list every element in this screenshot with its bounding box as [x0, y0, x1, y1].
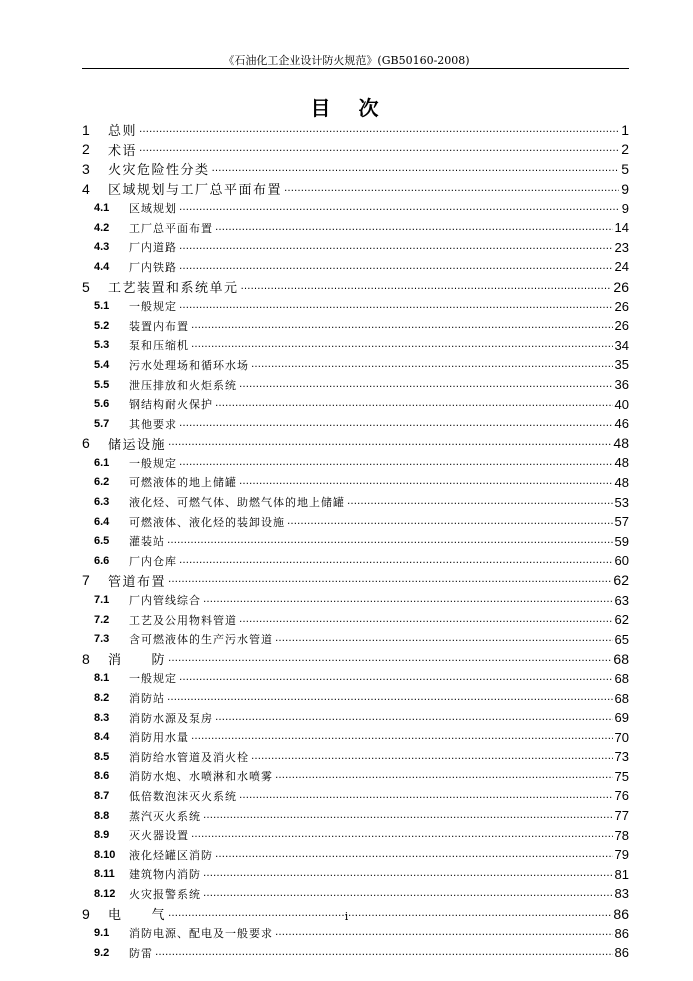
toc-section-entry[interactable] — [82, 473, 629, 493]
toc-leader-dots — [167, 534, 613, 548]
toc-section-entry[interactable] — [82, 198, 629, 218]
toc-chapter-entry[interactable] — [82, 571, 629, 591]
toc-leader-dots — [179, 671, 613, 685]
toc-entry-page: 83 — [614, 886, 629, 902]
toc-leader-dots — [239, 475, 613, 489]
toc-entry-number: 6.5 — [94, 535, 110, 548]
toc-entry-page: 79 — [614, 847, 629, 863]
toc-section-entry[interactable] — [82, 708, 629, 728]
toc-leader-dots — [179, 299, 613, 313]
header-rule — [82, 68, 629, 69]
toc-section-entry[interactable] — [82, 375, 629, 395]
toc-section-entry[interactable] — [82, 629, 629, 649]
toc-entry-title: 消防站 — [129, 692, 165, 706]
toc-entry-title: 液化烃、可燃气体、助燃气体的地上储罐 — [129, 496, 345, 510]
toc-entry-number: 9.1 — [94, 927, 110, 940]
toc-entry-number: 8.7 — [94, 789, 110, 802]
toc-entry-title: 消防电源、配电及一般要求 — [129, 927, 273, 941]
toc-entry-page: 81 — [614, 866, 629, 882]
toc-entry-page: 1 — [621, 121, 629, 138]
toc-entry-number: 8.10 — [94, 848, 116, 861]
toc-entry-number: 5.5 — [94, 378, 110, 391]
toc-entry-title: 其他要求 — [129, 417, 177, 431]
toc-entry-title: 污水处理场和循环水场 — [129, 358, 249, 372]
toc-section-entry[interactable] — [82, 238, 629, 258]
toc-entry-number: 4 — [82, 180, 90, 197]
toc-leader-dots — [215, 221, 613, 235]
toc-entry-page: 26 — [614, 298, 629, 314]
toc-leader-dots — [275, 632, 613, 646]
toc-entry-page: 40 — [614, 396, 629, 412]
toc-entry-title: 灌装站 — [129, 535, 165, 549]
toc-entry-page: 62 — [613, 572, 629, 589]
toc-section-entry[interactable] — [82, 865, 629, 885]
toc-entry-page: 35 — [614, 357, 629, 373]
toc-entry-number: 5.3 — [94, 339, 110, 352]
toc-entry-page: 77 — [614, 808, 629, 824]
toc-leader-dots — [155, 946, 613, 960]
toc-entry-page: 53 — [614, 494, 629, 510]
toc-entry-number: 4.3 — [94, 241, 110, 254]
toc-chapter-entry[interactable] — [82, 649, 629, 669]
toc-entry-page: 69 — [614, 710, 629, 726]
toc-entry-page: 48 — [614, 474, 629, 490]
toc-section-entry[interactable] — [82, 394, 629, 414]
toc-leader-dots — [239, 378, 613, 392]
toc-leader-dots — [203, 593, 613, 607]
toc-entry-page: 26 — [614, 318, 629, 334]
toc-entry-title: 消防给水管道及消火栓 — [129, 750, 249, 764]
toc-entry-number: 8.4 — [94, 731, 110, 744]
toc-entry-title: 泵和压缩机 — [129, 339, 189, 353]
toc-leader-dots — [284, 182, 619, 196]
toc-leader-dots — [287, 515, 613, 529]
toc-entry-title: 区域规划 — [129, 202, 177, 216]
toc-entry-page: 48 — [614, 455, 629, 471]
toc-entry-number: 8.3 — [94, 711, 110, 724]
toc-entry-page: 26 — [613, 278, 629, 295]
toc-leader-dots — [251, 358, 613, 372]
toc-leader-dots — [179, 240, 613, 254]
toc-leader-dots — [239, 613, 613, 627]
toc-entry-title: 工厂总平面布置 — [129, 221, 213, 235]
toc-entry-title: 火灾报警系统 — [129, 887, 201, 901]
toc-leader-dots — [179, 456, 613, 470]
toc-leader-dots — [179, 554, 613, 568]
toc-section-entry[interactable] — [82, 453, 629, 473]
toc-entry-number: 1 — [82, 121, 90, 138]
table-of-contents — [82, 120, 629, 963]
toc-entry-page: 9 — [621, 180, 629, 197]
toc-entry-page: 23 — [614, 239, 629, 255]
toc-entry-title: 蒸汽灭火系统 — [129, 809, 201, 823]
toc-leader-dots — [167, 691, 613, 705]
toc-section-entry[interactable] — [82, 923, 629, 943]
toc-entry-title: 液化烃罐区消防 — [129, 848, 213, 862]
toc-entry-number: 9.2 — [94, 946, 110, 959]
toc-section-entry[interactable] — [82, 767, 629, 787]
toc-leader-dots — [139, 142, 619, 156]
toc-leader-dots — [203, 867, 613, 881]
toc-entry-title: 消防水炮、水喷淋和水喷雾 — [129, 770, 273, 784]
toc-entry-title: 低倍数泡沫灭火系统 — [129, 789, 237, 803]
toc-section-entry[interactable] — [82, 590, 629, 610]
toc-section-entry[interactable] — [82, 492, 629, 512]
toc-entry-title: 一般规定 — [129, 672, 177, 686]
toc-entry-page: 36 — [614, 377, 629, 393]
toc-section-entry[interactable] — [82, 669, 629, 689]
toc-entry-title: 工艺装置和系统单元 — [108, 281, 239, 297]
toc-entry-number: 6.3 — [94, 496, 110, 509]
toc-section-entry[interactable] — [82, 218, 629, 238]
toc-entry-title: 可燃液体的地上储罐 — [129, 476, 237, 490]
toc-leader-dots — [191, 338, 613, 352]
toc-entry-title: 火灾危险性分类 — [108, 163, 210, 179]
toc-entry-title: 装置内布置 — [129, 319, 189, 333]
toc-entry-title: 厂内道路 — [129, 241, 177, 255]
toc-entry-number: 6.1 — [94, 456, 110, 469]
toc-section-entry[interactable] — [82, 296, 629, 316]
toc-entry-title: 可燃液体、液化烃的装卸设施 — [129, 515, 285, 529]
toc-entry-page: 86 — [614, 925, 629, 941]
toc-entry-number: 6.4 — [94, 515, 110, 528]
toc-leader-dots — [191, 319, 613, 333]
toc-entry-title: 防雷 — [129, 946, 153, 960]
toc-entry-number: 4.1 — [94, 202, 110, 215]
toc-entry-number: 5.4 — [94, 358, 110, 371]
toc-chapter-entry[interactable] — [82, 434, 629, 454]
toc-entry-number: 5.6 — [94, 398, 110, 411]
toc-section-entry[interactable] — [82, 512, 629, 532]
toc-entry-title: 储运设施 — [108, 437, 167, 453]
toc-leader-dots — [203, 809, 613, 823]
toc-section-entry[interactable] — [82, 531, 629, 551]
toc-entry-title: 建筑物内消防 — [129, 868, 201, 882]
page-title: 目 次 — [310, 96, 383, 120]
toc-entry-title: 管道布置 — [108, 574, 167, 590]
toc-entry-page: 46 — [614, 416, 629, 432]
toc-leader-dots — [203, 887, 613, 901]
toc-entry-title: 厂内铁路 — [129, 260, 177, 274]
toc-entry-page: 24 — [614, 259, 629, 275]
toc-entry-number: 8.2 — [94, 692, 110, 705]
toc-entry-page: 9 — [621, 200, 629, 216]
toc-leader-dots — [215, 397, 613, 411]
toc-entry-title: 灭火器设置 — [129, 829, 189, 843]
toc-entry-number: 7.2 — [94, 613, 110, 626]
toc-entry-title: 总则 — [108, 124, 138, 140]
toc-entry-title: 厂内仓库 — [129, 554, 177, 568]
toc-entry-number: 3 — [82, 160, 90, 177]
toc-section-entry[interactable] — [82, 414, 629, 434]
toc-section-entry[interactable] — [82, 257, 629, 277]
toc-entry-page: 48 — [613, 435, 629, 452]
toc-entry-page: 68 — [614, 690, 629, 706]
toc-section-entry[interactable] — [82, 336, 629, 356]
toc-entry-page: 65 — [614, 631, 629, 647]
toc-entry-page: 14 — [614, 220, 629, 236]
toc-entry-title: 消防水源及泵房 — [129, 711, 213, 725]
toc-entry-page: 5 — [621, 160, 629, 177]
toc-entry-number: 5 — [82, 278, 90, 295]
running-header: 《石油化工企业设计防火规范》(GB50160-2008) — [223, 54, 470, 67]
toc-entry-number: 8.12 — [94, 887, 116, 900]
toc-entry-title: 术语 — [108, 143, 138, 159]
toc-entry-page: 60 — [614, 553, 629, 569]
toc-entry-page: 86 — [613, 905, 629, 922]
toc-entry-number: 8.1 — [94, 672, 110, 685]
toc-entry-number: 6.2 — [94, 476, 110, 489]
toc-leader-dots — [179, 260, 613, 274]
toc-entry-title: 泄压排放和火炬系统 — [129, 378, 237, 392]
toc-entry-number: 8.8 — [94, 809, 110, 822]
toc-entry-number: 4.2 — [94, 221, 110, 234]
toc-section-entry[interactable] — [82, 355, 629, 375]
toc-entry-number: 7 — [82, 572, 90, 589]
toc-leader-dots — [179, 201, 620, 215]
toc-section-entry[interactable] — [82, 610, 629, 630]
toc-entry-title: 钢结构耐火保护 — [129, 398, 213, 412]
toc-entry-page: 78 — [614, 827, 629, 843]
toc-section-entry[interactable] — [82, 551, 629, 571]
toc-entry-page: 86 — [614, 945, 629, 961]
toc-chapter-entry[interactable] — [82, 120, 629, 140]
toc-entry-number: 8.9 — [94, 829, 110, 842]
toc-entry-number: 8.5 — [94, 750, 110, 763]
toc-section-entry[interactable] — [82, 845, 629, 865]
toc-entry-page: 57 — [614, 514, 629, 530]
toc-leader-dots — [215, 848, 613, 862]
toc-entry-number: 6 — [82, 435, 90, 452]
toc-leader-dots — [168, 573, 611, 587]
toc-section-entry[interactable] — [82, 727, 629, 747]
toc-entry-title: 消 防 — [108, 653, 167, 669]
toc-entry-number: 7.3 — [94, 633, 110, 646]
toc-entry-title: 区域规划与工厂总平面布置 — [108, 183, 283, 199]
toc-section-entry[interactable] — [82, 747, 629, 767]
toc-entry-page: 73 — [614, 749, 629, 765]
toc-entry-title: 一般规定 — [129, 456, 177, 470]
toc-chapter-entry[interactable] — [82, 277, 629, 297]
toc-entry-title: 电 气 — [108, 908, 167, 924]
toc-section-entry[interactable] — [82, 688, 629, 708]
toc-entry-page: 70 — [614, 729, 629, 745]
toc-leader-dots — [275, 926, 613, 940]
toc-leader-dots — [191, 828, 613, 842]
toc-entry-page: 63 — [614, 592, 629, 608]
toc-chapter-entry[interactable] — [82, 140, 629, 160]
toc-entry-number: 7.1 — [94, 594, 110, 607]
page-number: i — [344, 910, 349, 923]
toc-leader-dots — [239, 789, 613, 803]
toc-chapter-entry[interactable] — [82, 159, 629, 179]
toc-leader-dots — [347, 495, 613, 509]
toc-entry-number: 8.11 — [94, 868, 115, 881]
toc-entry-number: 4.4 — [94, 260, 110, 273]
toc-chapter-entry[interactable] — [82, 179, 629, 199]
toc-entry-page: 2 — [621, 141, 629, 158]
toc-section-entry[interactable] — [82, 825, 629, 845]
toc-leader-dots — [168, 436, 611, 450]
toc-leader-dots — [215, 711, 613, 725]
toc-entry-page: 62 — [614, 612, 629, 628]
toc-entry-title: 厂内管线综合 — [129, 594, 201, 608]
toc-entry-page: 75 — [614, 768, 629, 784]
toc-entry-number: 9 — [82, 905, 90, 922]
toc-entry-number: 8 — [82, 650, 90, 667]
toc-entry-title: 消防用水量 — [129, 731, 189, 745]
toc-leader-dots — [139, 123, 619, 137]
toc-entry-number: 5.1 — [94, 300, 110, 313]
toc-entry-number: 6.6 — [94, 554, 110, 567]
toc-entry-page: 34 — [614, 337, 629, 353]
toc-leader-dots — [168, 652, 611, 666]
toc-entry-page: 68 — [613, 650, 629, 667]
toc-entry-title: 含可燃液体的生产污水管道 — [129, 633, 273, 647]
toc-leader-dots — [275, 769, 613, 783]
toc-section-entry[interactable] — [82, 943, 629, 963]
toc-section-entry[interactable] — [82, 806, 629, 826]
toc-entry-title: 工艺及公用物料管道 — [129, 613, 237, 627]
toc-leader-dots — [241, 280, 612, 294]
toc-entry-number: 5.7 — [94, 417, 110, 430]
toc-entry-number: 5.2 — [94, 319, 110, 332]
toc-leader-dots — [179, 417, 613, 431]
toc-entry-number: 8.6 — [94, 770, 110, 783]
toc-section-entry[interactable] — [82, 884, 629, 904]
toc-entry-title: 一般规定 — [129, 300, 177, 314]
toc-leader-dots — [251, 750, 613, 764]
toc-section-entry[interactable] — [82, 316, 629, 336]
toc-section-entry[interactable] — [82, 786, 629, 806]
toc-entry-page: 68 — [614, 670, 629, 686]
toc-entry-number: 2 — [82, 141, 90, 158]
toc-leader-dots — [191, 730, 613, 744]
toc-entry-page: 59 — [614, 533, 629, 549]
toc-leader-dots — [212, 162, 620, 176]
toc-entry-page: 76 — [614, 788, 629, 804]
